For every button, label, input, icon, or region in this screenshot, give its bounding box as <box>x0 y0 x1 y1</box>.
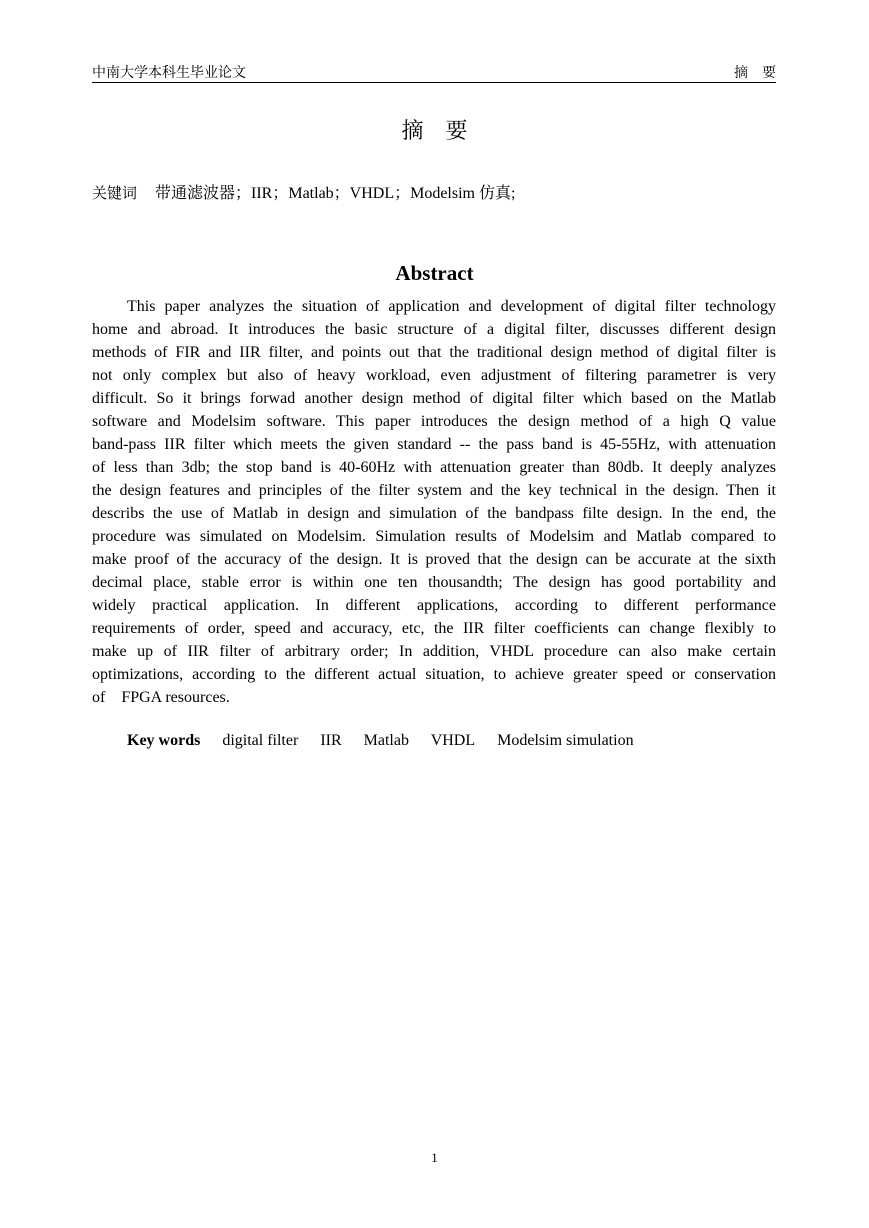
keyword-item: VHDL <box>430 732 476 749</box>
english-abstract-title: Abstract <box>395 261 474 285</box>
abstract-line: describs the use of Matlab in design and simulation of the bandpass filte design. In the end, the <box>92 505 776 522</box>
english-keywords <box>127 732 777 750</box>
english-keywords-label: Key words <box>127 732 201 749</box>
header-university-title: 中南大学本科生毕业论文 <box>92 66 246 81</box>
abstract-line: requirements of order, speed and accuracy, etc, the IIR filter coefficients can change flexibly to <box>92 620 776 637</box>
keyword-item: Modelsim simulation <box>497 732 634 749</box>
abstract-line: home and abroad. It introduces the basic structure of a digital filter, discusses different design <box>92 321 776 338</box>
abstract-line: optimizations, according to the different actual situation, to achieve greater speed or conservation <box>92 666 776 683</box>
chinese-keywords-text: 带通滤波器；IIR；Matlab；VHDL；Modelsim 仿真; <box>155 185 516 202</box>
abstract-line: the design features and principles of the filter system and the key technical in the design. Then it <box>92 482 776 499</box>
abstract-line: software and Modelsim software. This paper introduces the design method of a high Q value <box>92 413 776 430</box>
abstract-line: not only complex but also of heavy workload, even adjustment of filtering parametrer is very <box>92 367 776 384</box>
english-abstract-body <box>92 295 776 709</box>
abstract-line: of FPGA resources. <box>92 689 230 706</box>
abstract-line: of less than 3db; the stop band is 40-60Hz with attenuation greater than 80db. It deeply analyzes <box>92 459 776 476</box>
abstract-line: difficult. So it brings forwad another design method of digital filter which based on the Matlab <box>92 390 776 407</box>
abstract-line: band-pass IIR filter which meets the given standard -- the pass band is 45-55Hz, with attenuation <box>92 436 776 453</box>
abstract-line: make up of IIR filter of arbitrary order; In addition, VHDL procedure can also make certain <box>92 643 776 660</box>
abstract-line: procedure was simulated on Modelsim. Simulation results of Modelsim and Matlab compared to <box>92 528 776 545</box>
chinese-keywords-label: 关键词 <box>92 184 138 202</box>
chinese-abstract-title: 摘 要 <box>401 118 468 143</box>
header-section-title: 摘 要 <box>734 66 776 81</box>
keyword-item: digital filter <box>222 732 299 749</box>
abstract-line: make proof of the accuracy of the design. It is proved that the design can be accurate at the sixth <box>92 551 776 568</box>
keyword-item: IIR <box>320 732 342 749</box>
abstract-line: This paper analyzes the situation of application and development of digital filter technology <box>127 298 776 315</box>
abstract-line: widely practical application. In different applications, according to different performance <box>92 597 776 614</box>
page-number: 1 <box>431 1150 438 1165</box>
abstract-line: decimal place, stable error is within one ten thousandth; The design has good portability and <box>92 574 776 591</box>
chinese-keywords <box>92 180 776 203</box>
keyword-item: Matlab <box>363 732 409 749</box>
running-header <box>92 62 776 83</box>
abstract-line: methods of FIR and IIR filter, and points out that the traditional design method of digital filter is <box>92 344 776 361</box>
